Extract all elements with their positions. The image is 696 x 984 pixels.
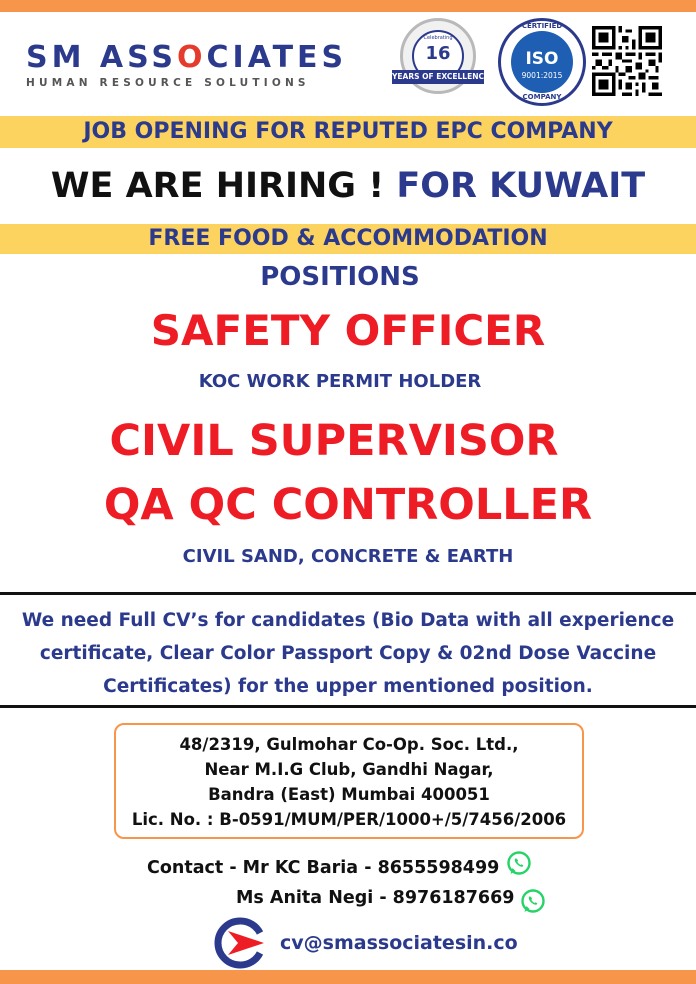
logo-tagline: HUMAN RESOURCE SOLUTIONS [26, 77, 310, 89]
top-accent-bar [0, 0, 696, 12]
job-title-safety-officer: SAFETY OFFICER [150, 306, 546, 355]
job-opening-banner: JOB OPENING FOR REPUTED EPC COMPANY [0, 116, 696, 148]
iso-certified-seal [498, 18, 586, 106]
logo-arrow-o: O [177, 40, 207, 75]
address-line: Bandra (East) Mumbai 400051 [208, 785, 490, 804]
positions-heading: POSITIONS [260, 262, 420, 292]
license-number: Lic. No. : B-0591/MUM/PER/1000+/5/7456/2006 [131, 810, 567, 829]
company-logo [26, 40, 376, 89]
bottom-accent-bar [0, 970, 696, 984]
divider-bottom [0, 705, 696, 708]
years-badge [392, 18, 490, 104]
hiring-headline [0, 164, 696, 208]
requirements-line: We need Full CV’s for candidates (Bio Data with all experience [21, 610, 675, 631]
badge-top-text: Celebrating [423, 35, 453, 41]
iso-title: ISO [525, 49, 559, 69]
brand-arrow-icon [214, 917, 266, 969]
badge-number: 16 [425, 43, 451, 64]
whatsapp-icon[interactable] [520, 888, 546, 914]
iso-standard: 9001:2015 [521, 71, 563, 80]
email-link[interactable]: cv@smassociatesin.co [280, 932, 518, 954]
address-line: Near M.I.G Club, Gandhi Nagar, [204, 760, 494, 779]
job-detail-qa-qc-controller: CIVIL SAND, CONCRETE & EARTH [182, 546, 514, 567]
address-box [114, 723, 584, 839]
job-title-qa-qc-controller: QA QC CONTROLLER [103, 480, 593, 530]
job-title-civil-supervisor: CIVIL SUPERVISOR [109, 416, 559, 466]
whatsapp-icon[interactable] [506, 850, 532, 876]
job-detail-safety-officer: KOC WORK PERMIT HOLDER [198, 371, 482, 392]
benefits-banner: FREE FOOD & ACCOMMODATION [0, 224, 696, 254]
address-line: 48/2319, Gulmohar Co-Op. Soc. Ltd., [179, 735, 519, 754]
badge-ribbon: YEARS OF EXCELLENCE [392, 70, 484, 84]
qr-code-icon[interactable] [592, 26, 662, 96]
contact-anita-negi[interactable]: Ms Anita Negi - 8976187669 [236, 888, 515, 908]
divider-top [0, 592, 696, 595]
hiring-location: FOR KUWAIT [396, 166, 646, 206]
requirements-line: Certificates) for the upper mentioned position. [103, 676, 593, 697]
iso-arc-bottom: COMPANY [522, 93, 562, 101]
iso-arc-top: CERTIFIED [521, 22, 563, 30]
requirements-line: certificate, Clear Color Passport Copy & 02nd Dose Vaccine [39, 643, 657, 664]
requirements-text [0, 604, 696, 703]
contact-kc-baria[interactable]: Contact - Mr KC Baria - 8655598499 [147, 858, 500, 878]
hiring-lead: WE ARE HIRING ! [50, 166, 397, 206]
logo-wordmark: SM ASSOCIATES [26, 40, 348, 75]
